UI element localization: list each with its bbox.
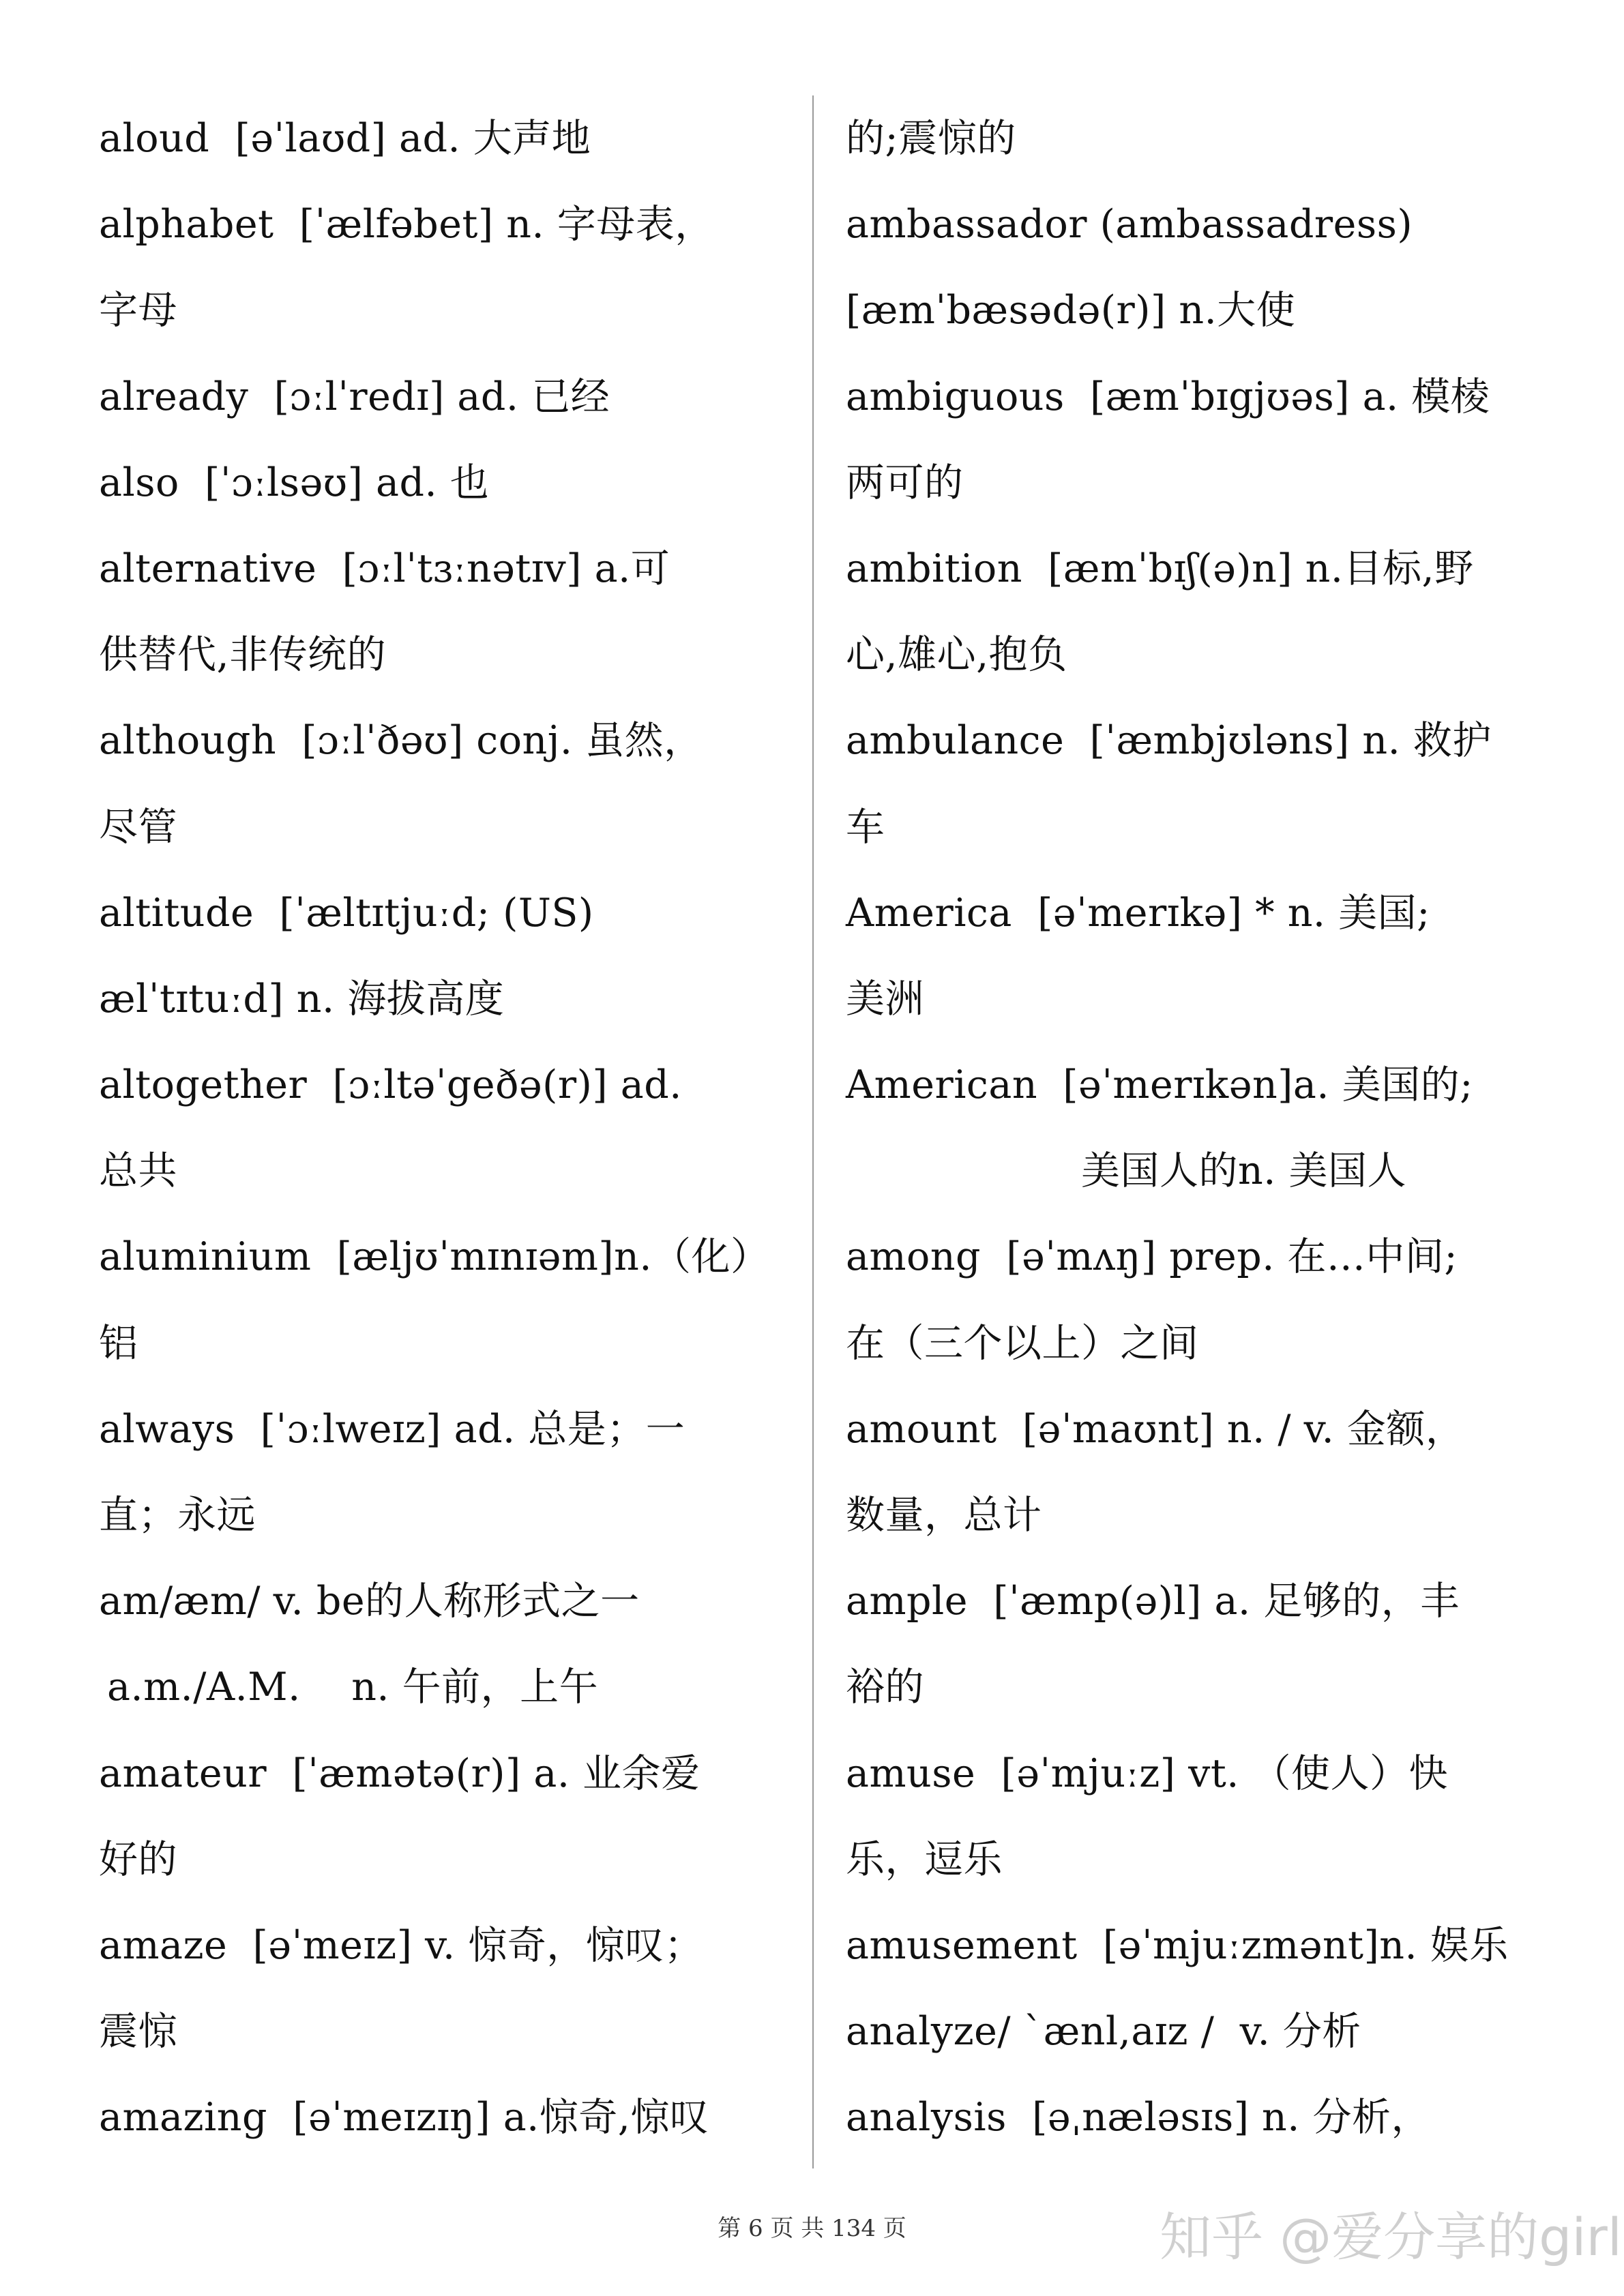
entry-line: also [ˈɔːlsəʊ] ad. 也: [99, 460, 490, 505]
entry-line: [æmˈbæsədə(r)] n.大使: [846, 288, 1296, 333]
entry-line: 美洲: [846, 976, 924, 1022]
entry-line: 美国人的n. 美国人: [1081, 1148, 1406, 1194]
entry-line: 震惊: [99, 2009, 177, 2055]
entry-line: aluminium [æljʊˈmɪnɪəm]n.（化）: [99, 1234, 770, 1280]
entry-line: 在（三个以上）之间: [846, 1320, 1199, 1366]
entry-line: altogether [ɔːltəˈgeðə(r)] ad.: [99, 1062, 682, 1108]
entry-line: alphabet [ˈælfəbet] n. 字母表，: [99, 202, 714, 248]
entry-line: 心,雄心,抱负: [846, 632, 1067, 678]
column-divider: [812, 95, 814, 2168]
entry-line: American [əˈmerɪkən]a. 美国的;: [846, 1062, 1473, 1108]
watermark: 知乎 @爱分享的girl: [1160, 2207, 1622, 2267]
entry-line: amaze [əˈmeɪz] v. 惊奇，惊叹；: [99, 1922, 704, 1968]
entry-line: 铝: [99, 1320, 138, 1366]
entry-line: ælˈtɪtuːd] n. 海拔高度: [99, 976, 505, 1022]
entry-line: analyze/ `ænl,aɪz / v. 分析: [846, 2009, 1361, 2055]
entry-line: although [ɔːlˈðəʊ] conj. 虽然，: [99, 718, 703, 764]
entry-line: am/æm/ v. be的人称形式之一: [99, 1579, 640, 1624]
entry-line: 数量，总计: [846, 1493, 1042, 1538]
entry-line: 裕的: [846, 1665, 924, 1710]
entry-line: already [ɔːlˈredɪ] ad. 已经: [99, 374, 610, 419]
entry-line: 供替代,非传统的: [99, 632, 387, 678]
entry-line: 两可的: [846, 460, 964, 505]
entry-line: amusement [əˈmjuːzmənt]n. 娱乐: [846, 1922, 1509, 1968]
entry-line: 直；永远: [99, 1493, 256, 1538]
entry-line: ambassador (ambassadress): [846, 202, 1413, 248]
entry-line: amount [əˈmaʊnt] n. / v. 金额，: [846, 1406, 1465, 1452]
entry-line: among [əˈmʌŋ] prep. 在…中间;: [846, 1234, 1458, 1280]
entry-line: America [əˈmerɪkə] * n. 美国;: [846, 890, 1430, 936]
entry-line: 尽管: [99, 804, 177, 850]
left-column: [99, 95, 788, 2161]
entry-line: 的;震惊的: [846, 116, 1016, 161]
right-column: [846, 95, 1541, 2161]
entry-line: analysis [əˌnæləsɪs] n. 分析，: [846, 2095, 1431, 2141]
entry-line: 总共: [99, 1148, 177, 1194]
entry-line: altitude [ˈæltɪtjuːd; (US): [99, 890, 594, 936]
entry-line: ample [ˈæmp(ə)l] a. 足够的，丰: [846, 1579, 1460, 1624]
entry-line: amuse [əˈmjuːz] vt. （使人）快: [846, 1750, 1448, 1796]
entry-line: alternative [ɔːlˈtɜːnətɪv] a.可: [99, 546, 670, 591]
entry-line: aloud [əˈlaʊd] ad. 大声地: [99, 116, 591, 161]
entry-line: ambition [æmˈbɪʃ(ə)n] n.目标,野: [846, 546, 1474, 591]
entry-line: 车: [846, 804, 885, 850]
entry-line: 好的: [99, 1836, 177, 1882]
entry-line: always [ˈɔːlweɪz] ad. 总是；一: [99, 1406, 685, 1452]
entry-line: ambulance [ˈæmbjʊləns] n. 救护: [846, 718, 1492, 764]
page-footer: 第 6 页 共 134 页: [718, 2215, 906, 2242]
entry-line: a.m./A.M. n. 午前，上午: [107, 1665, 599, 1710]
entry-line: 乐，逗乐: [846, 1836, 1003, 1882]
entry-line: 字母: [99, 288, 177, 333]
entry-line: ambiguous [æmˈbɪgjʊəs] a. 模棱: [846, 374, 1490, 419]
entry-line: amazing [əˈmeɪzɪŋ] a.惊奇,惊叹: [99, 2095, 709, 2141]
entry-line: amateur [ˈæmətə(r)] a. 业余爱: [99, 1750, 700, 1796]
